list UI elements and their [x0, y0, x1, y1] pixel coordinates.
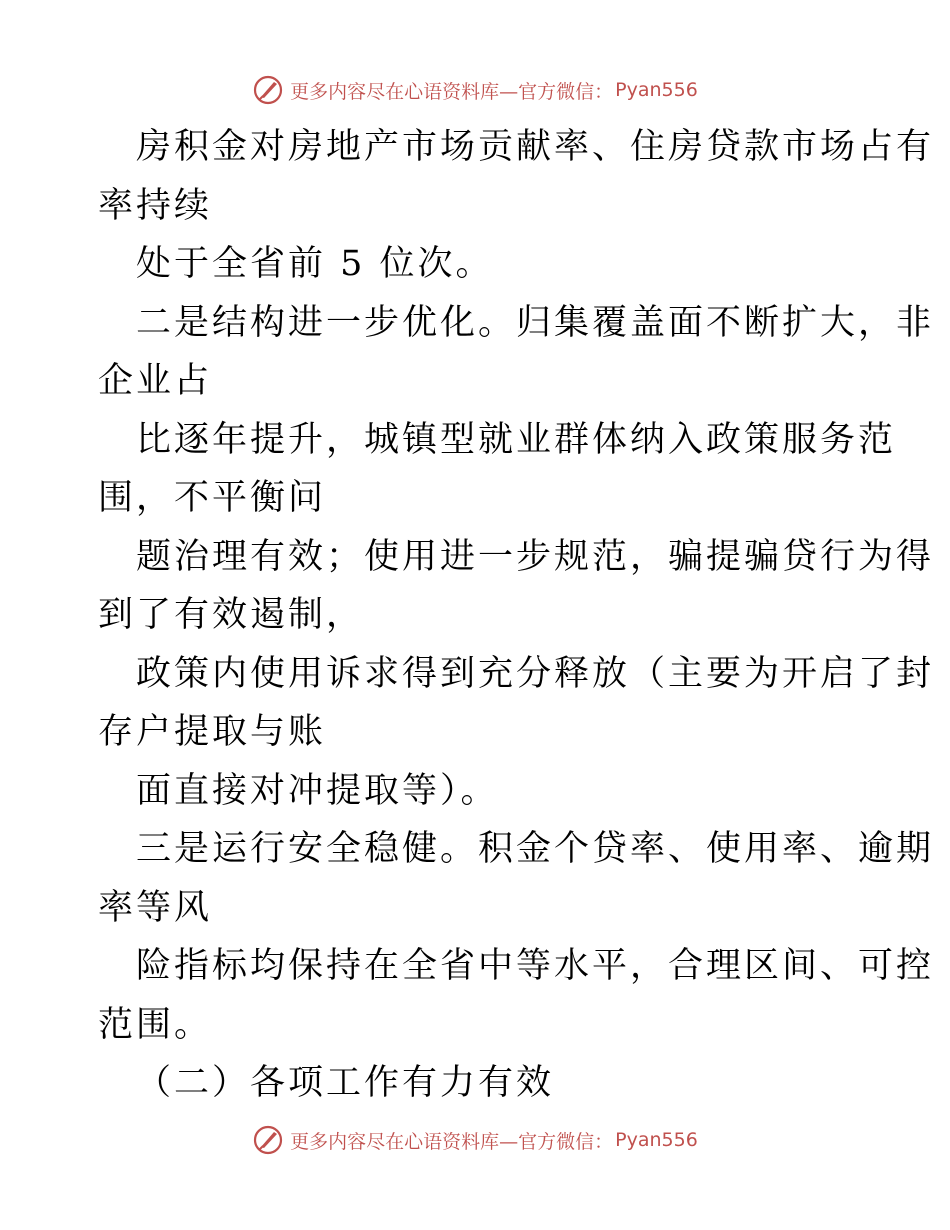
section-heading: （二）各项工作有力有效 — [136, 1063, 555, 1103]
text-line: 二是结构进一步优化。归集覆盖面不断扩大，非 — [136, 302, 935, 343]
text-line: 企业占 — [98, 361, 213, 401]
body-text — [98, 118, 935, 1113]
quill-logo-icon — [252, 74, 284, 106]
text-line: 率等风 — [98, 887, 213, 928]
text-line: 存户提取与账 — [98, 712, 327, 752]
text-line: 到了有效遏制， — [98, 595, 365, 635]
text-line: 题治理有效；使用进一步规范，骗提骗贷行为得 — [136, 536, 935, 577]
text-line: 面直接对冲提取等）。 — [136, 770, 499, 811]
text-line: 三是运行安全稳健。积金个贷率、使用率、逾期 — [136, 829, 935, 869]
watermark-id: Pyan556 — [615, 79, 698, 101]
header-watermark — [0, 70, 950, 110]
watermark-text: 更多内容尽在心语资料库—官方微信： — [290, 1130, 614, 1153]
text-line: 房积金对房地产市场贡献率、住房贷款市场占有 — [136, 127, 935, 167]
text-line: 处于全省前 5 位次。 — [136, 244, 494, 284]
footer-watermark — [0, 1120, 950, 1160]
text-line: 政策内使用诉求得到充分释放（主要为开启了封 — [136, 653, 935, 694]
watermark-id: Pyan556 — [615, 1129, 698, 1151]
text-line: 范围。 — [98, 1004, 213, 1045]
text-line: 率持续 — [98, 185, 213, 226]
text-line: 围，不平衡问 — [98, 478, 327, 518]
text-line: 险指标均保持在全省中等水平，合理区间、可控 — [136, 946, 935, 986]
text-line: 比逐年提升，城镇型就业群体纳入政策服务范 — [136, 419, 897, 460]
watermark-text: 更多内容尽在心语资料库—官方微信： — [290, 80, 614, 103]
quill-logo-icon — [252, 1124, 284, 1156]
